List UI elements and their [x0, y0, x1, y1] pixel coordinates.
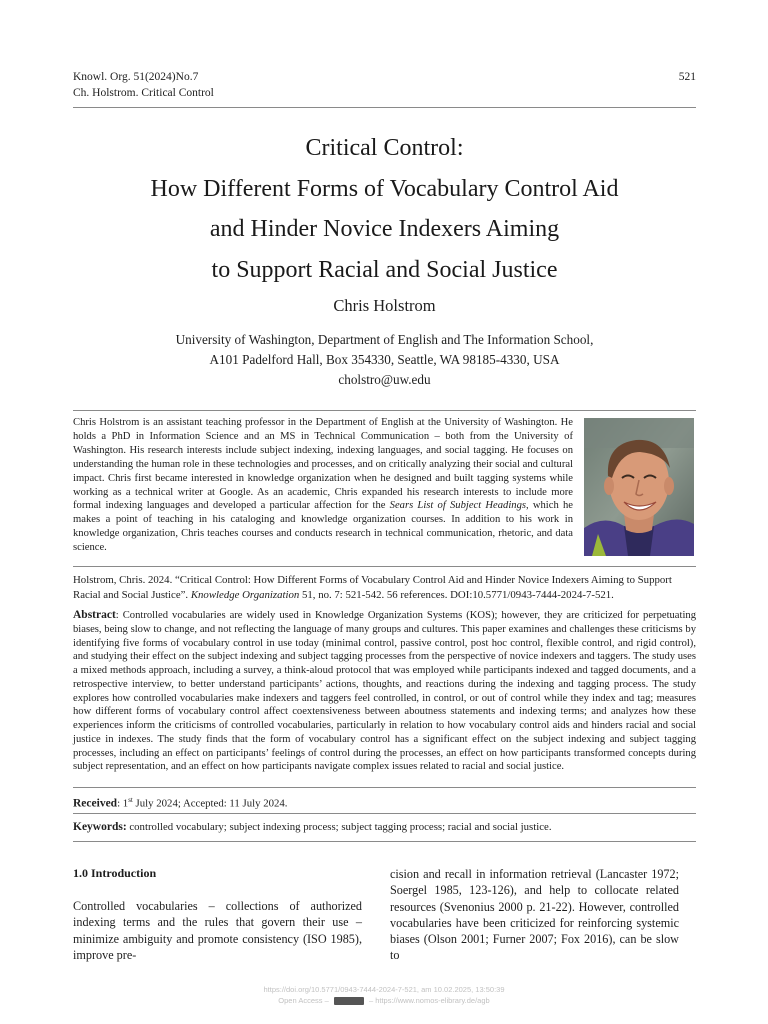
footer-doi[interactable]: https://doi.org/10.5771/0943-7444-2024-7-521, am 10.02.2025, 13:50:39 [263, 985, 505, 994]
footer-open-access: Open Access – [278, 996, 329, 1005]
title-line: and Hinder Novice Indexers Aiming [209, 216, 560, 242]
footer-license-line [0, 995, 768, 1006]
abstract [73, 609, 696, 774]
keywords-label: Keywords: [73, 821, 127, 833]
journal-citation: Knowl. Org. 51(2024)No.7 [73, 71, 199, 83]
author-name: Chris Holstrom [333, 296, 436, 315]
keywords-rule [73, 841, 696, 842]
affiliation [73, 330, 696, 390]
keywords [73, 820, 696, 835]
bio-text-end: , which he makes a point of teaching in his cataloging and knowledge organization courses. In addition to his work in knowledge organization, Chris teaches courses and conducts research in technical communication, rhetoric, and data science. [73, 500, 573, 554]
bio-top-rule [73, 410, 696, 411]
received-day: : 1 [117, 797, 129, 810]
download-footer [0, 984, 768, 1006]
abstract-text: : Controlled vocabularies are widely used in Knowledge Organization Systems (KOS); however, they are criticized for perpetuating biases, being slow to change, and not reflecting the language of many groups and cultures. This paper examines and challenges these criticisms by identifying five forms of vocabulary control in use today (minimal control, passive control, post hoc control, flexible control, and rigid control), and studying their effect on the subject indexing and subject tagging processes from the perspective of novice indexers and taggers. The study uses a mixed methods approach, including a survey, a think-aloud protocol that was employed while participants indexed and tagged documents, and a retrospective interview, to better understand participants’ actions, thoughts, and reactions during the indexing and tagging process. The study explores how controlled vocabularies make indexers and taggers feel controlled, in control, or out of control while they index and tag; measures how different forms of vocabulary control affect coextensiveness between aboutness statements and indexing terms; and analyzes how these experiences inform the criticisms of controlled vocabularies, particularly in relation to how vocabulary control aids and hinders racial and social justice in indexes. The study finds that the form of vocabulary control has a significant effect on the subject indexing and subject tagging processes, including an effect on participants’ feelings of control during the processes, an effect on how participants transformed concepts during subject representation, and an effect on how participants navigate complex issues related to racial and social justice. [73, 610, 696, 773]
bio-text: Chris Holstrom is an assistant teaching professor in the Department of English at the University of Washington. He holds a PhD in Information Science and an MS in Technical Communication – both from the University of Washington. His research interests include subject indexing, indexing languages, and social tagging. He focuses on understanding the human role in these technologies and processes, and on critically analyzing their social and cultural impact. Chris first became interested in knowledge organization when he designed and built tagging systems while working as a technical writer at Google. As an academic, Chris expanded his research interests to include more formal indexing languages and developed a particular affection for the [73, 417, 573, 512]
title-line: Critical Control: [305, 135, 464, 161]
received-rule [73, 813, 696, 814]
author-bio [73, 416, 573, 555]
keywords-text: controlled vocabulary; subject indexing process; subject tagging process; racial and social justice. [126, 821, 552, 833]
body-column-right: cision and recall in information retrieval (Lancaster 1972; Soergel 1985, 123-126), and help to collocate related resources (Svenonius 2000 p. 21-22). However, controlled vocabularies have been criticized for reinforcing systemic biases (Olson 2001; Furner 2007; Fox 2016), can be slow to [390, 867, 679, 963]
received-rest: July 2024; Accepted: 11 July 2024. [132, 797, 288, 810]
affiliation-line: A101 Padelford Hall, Box 354330, Seattle, WA 98185-4330, USA [209, 352, 560, 367]
journal-header [73, 69, 214, 101]
citation-text: Holstrom, Chris. 2024. “Critical Control: How Different Forms of Vocabulary Control Aid and Hinder Novice Indexers Aiming to Support Racial and Social Justice”. [73, 574, 672, 601]
citation-journal: Knowledge Organization [190, 589, 300, 601]
footer-agb-link[interactable]: – https://www.nomos-elibrary.de/agb [368, 996, 490, 1005]
body-column-left: Controlled vocabularies – collections of authorized indexing terms and the rules that govern their use – minimize ambiguity and promote consistency (ISO 1985), improve pre- [73, 899, 362, 962]
page-number: 521 [678, 71, 696, 83]
section-heading: 1.0 Introduction [73, 866, 157, 880]
running-author: Ch. Holstrom. Critical Control [73, 87, 214, 99]
bio-italic-title: Sears List of Subject Headings [389, 500, 526, 512]
bio-bottom-rule [73, 566, 696, 567]
header-rule [73, 107, 696, 108]
abstract-label: Abstract [73, 609, 116, 621]
title-line: to Support Racial and Social Justice [211, 256, 558, 283]
author-email[interactable]: cholstro@uw.edu [338, 372, 431, 387]
article-citation [73, 573, 696, 603]
title-line: How Different Forms of Vocabulary Control Aid [150, 175, 619, 202]
received-day-suffix: st [128, 796, 133, 804]
citation-tail: 51, no. 7: 521-542. 56 references. DOI:10.5771/0943-7444-2024-7-521. [299, 589, 614, 601]
abstract-rule [73, 787, 696, 788]
author-portrait-image [584, 418, 694, 556]
received-dates [73, 793, 696, 812]
received-label: Received [73, 797, 118, 810]
article-title [73, 128, 696, 290]
cc-license-icon [334, 997, 364, 1005]
affiliation-line: University of Washington, Department of English and The Information School, [175, 332, 594, 347]
author-photo [584, 418, 694, 556]
